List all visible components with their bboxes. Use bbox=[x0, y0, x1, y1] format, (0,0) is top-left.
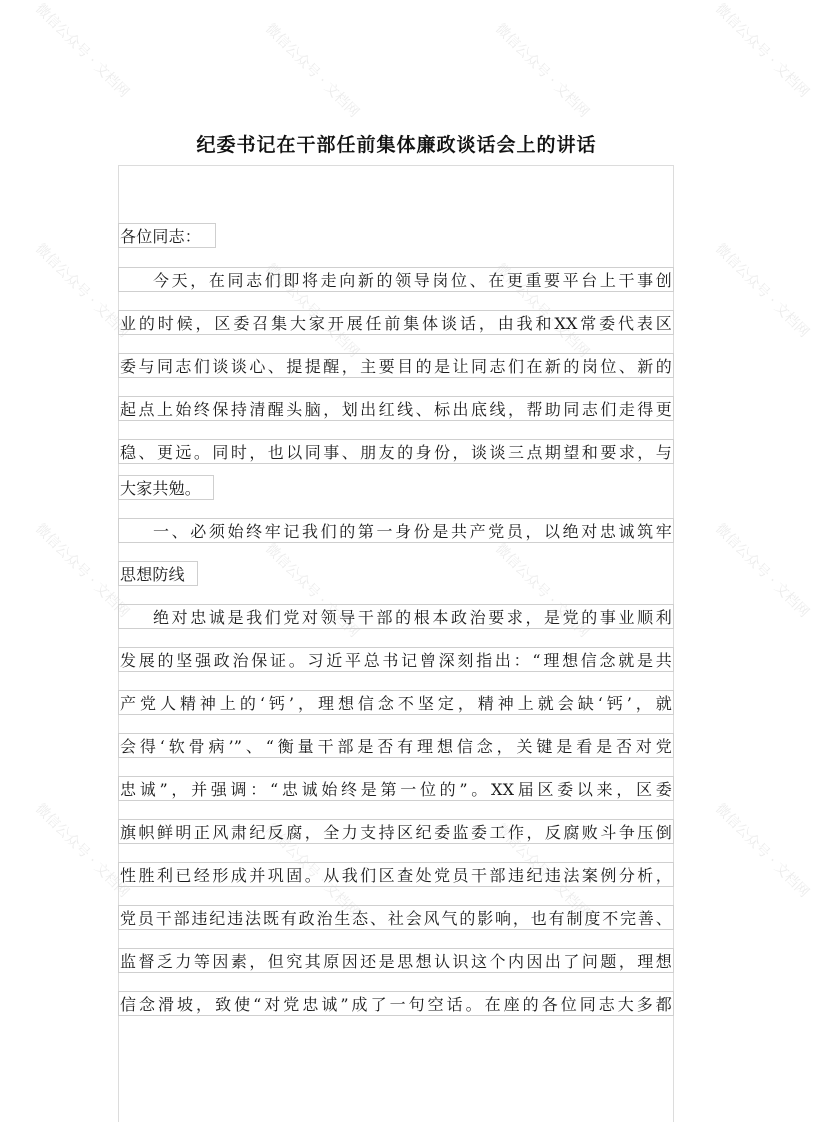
paragraph-line: 委与同志们谈谈心、提提醒，主要目的是让同志们在新的岗位、新的 bbox=[118, 353, 674, 378]
paragraph-line: 党员干部违纪违法既有政治生态、社会风气的影响，也有制度不完善、 bbox=[118, 905, 674, 930]
body-frame bbox=[118, 165, 674, 1122]
document-title: 纪委书记在干部任前集体廉政谈话会上的讲话 bbox=[196, 134, 597, 156]
watermark-text: 微信公众号 · 文档网 bbox=[711, 520, 812, 621]
paragraph-line: 忠诚”，并强调：“忠诚始终是第一位的”。XX届区委以来，区委 bbox=[118, 776, 674, 801]
paragraph-line: 旗帜鲜明正风肃纪反腐，全力支持区纪委监委工作，反腐败斗争压倒 bbox=[118, 819, 674, 844]
paragraph-line: 性胜利已经形成并巩固。从我们区查处党员干部违纪违法案例分析， bbox=[118, 862, 674, 887]
watermark-text: 微信公众号 · 文档网 bbox=[491, 540, 592, 641]
watermark-text: 微信公众号 · 文档网 bbox=[31, 800, 132, 901]
paragraph-line: 业的时候，区委召集大家开展任前集体谈话，由我和XX常委代表区 bbox=[118, 310, 674, 335]
watermark-text: 微信公众号 · 文档网 bbox=[31, 520, 132, 621]
watermark-text: 微信公众号 · 文档网 bbox=[31, 240, 132, 341]
watermark-text: 微信公众号 · 文档网 bbox=[261, 20, 362, 121]
watermark-text: 微信公众号 · 文档网 bbox=[261, 540, 362, 641]
paragraph-line: 稳、更远。同时，也以同事、朋友的身份，谈谈三点期望和要求，与 bbox=[118, 439, 674, 464]
watermark-text: 微信公众号 · 文档网 bbox=[491, 260, 592, 361]
paragraph-line: 发展的坚强政治保证。习近平总书记曾深刻指出：“理想信念就是共 bbox=[118, 647, 674, 672]
section-heading-line: 一、必须始终牢记我们的第一身份是共产党员，以绝对忠诚筑牢 bbox=[118, 518, 674, 543]
section-heading-line: 思想防线 bbox=[118, 561, 198, 586]
watermark-text: 微信公众号 · 文档网 bbox=[261, 820, 362, 921]
watermark-text: 微信公众号 · 文档网 bbox=[711, 0, 812, 101]
watermark-text: 微信公众号 · 文档网 bbox=[711, 240, 812, 341]
watermark-text: 微信公众号 · 文档网 bbox=[491, 820, 592, 921]
paragraph-line: 产党人精神上的‘钙’，理想信念不坚定，精神上就会缺‘钙’，就 bbox=[118, 690, 674, 715]
paragraph-line: 今天，在同志们即将走向新的领导岗位、在更重要平台上干事创 bbox=[118, 267, 674, 292]
salutation-line: 各位同志： bbox=[118, 223, 216, 248]
paragraph-line: 绝对忠诚是我们党对领导干部的根本政治要求，是党的事业顺利 bbox=[118, 604, 674, 629]
watermark-text: 微信公众号 · 文档网 bbox=[31, 0, 132, 101]
paragraph-line: 起点上始终保持清醒头脑，划出红线、标出底线，帮助同志们走得更 bbox=[118, 396, 674, 421]
watermark-text: 微信公众号 · 文档网 bbox=[711, 800, 812, 901]
watermark-text: 微信公众号 · 文档网 bbox=[491, 20, 592, 121]
watermark-text: 微信公众号 · 文档网 bbox=[261, 260, 362, 361]
paragraph-line: 会得‘软骨病’”、“衡量干部是否有理想信念，关键是看是否对党 bbox=[118, 733, 674, 758]
paragraph-line: 大家共勉。 bbox=[118, 475, 214, 500]
paragraph-line: 信念滑坡，致使“对党忠诚”成了一句空话。在座的各位同志大多都 bbox=[118, 991, 674, 1016]
paragraph-line: 监督乏力等因素，但究其原因还是思想认识这个内因出了问题，理想 bbox=[118, 948, 674, 973]
